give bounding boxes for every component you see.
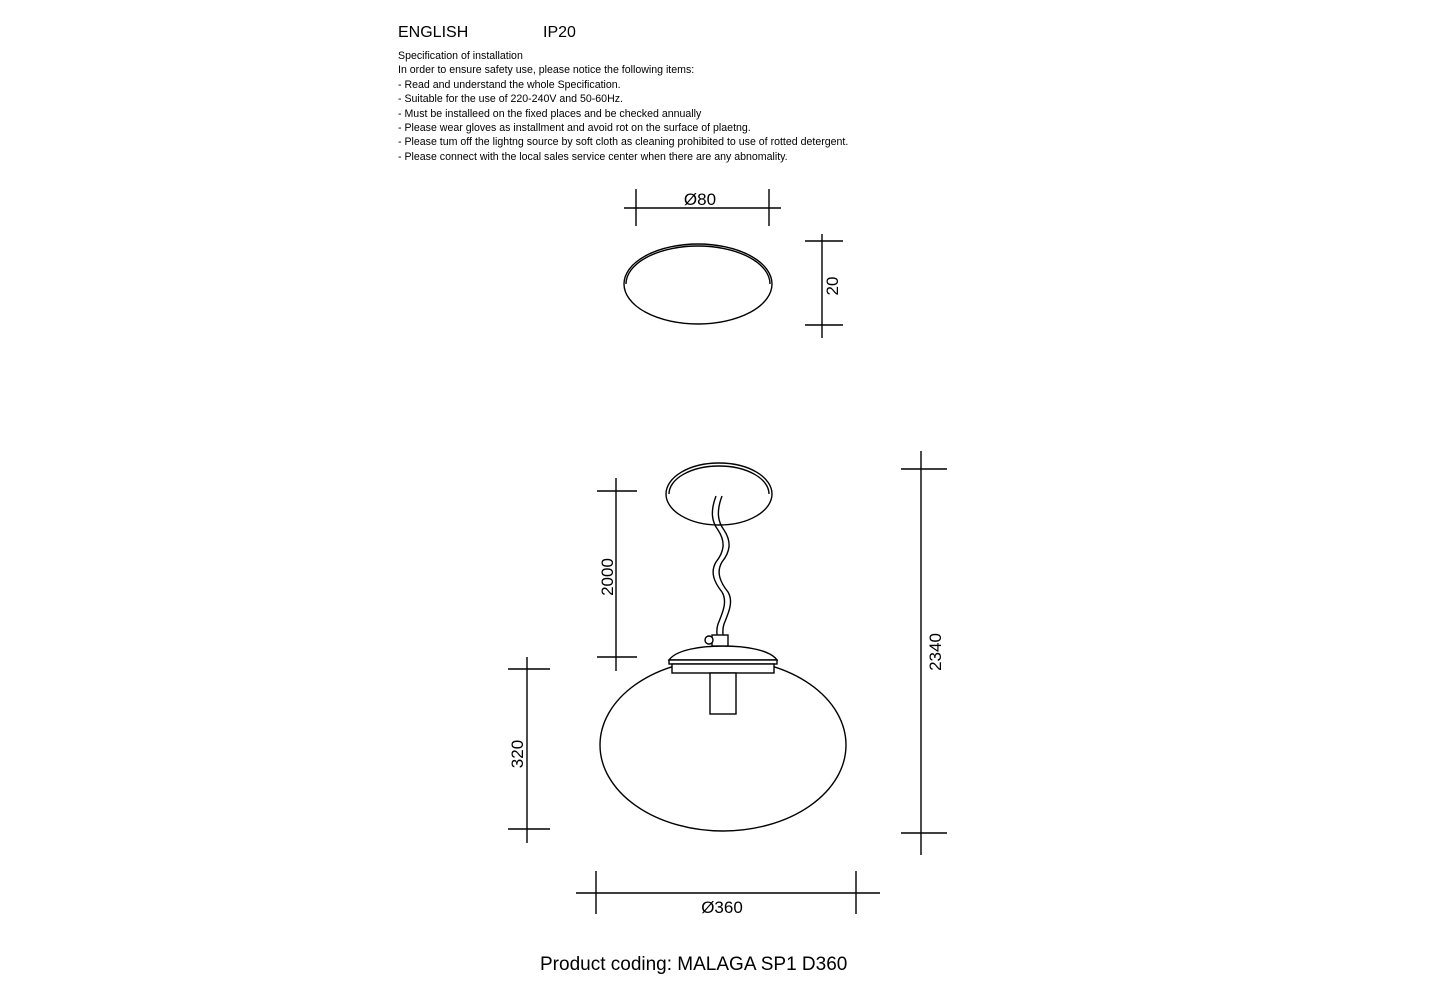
spec-item: - Suitable for the use of 220-240V and 50-60Hz. <box>398 93 623 106</box>
pendant-lamp-drawing <box>600 463 846 831</box>
spec-title: Specification of installation <box>398 50 523 62</box>
total-height-label: 2340 <box>926 633 945 671</box>
canopy-drawing <box>624 244 772 324</box>
product-coding: Product coding: MALAGA SP1 D360 <box>540 954 848 975</box>
shade-diameter-label: Ø360 <box>701 898 743 917</box>
spec-item: - Please tum off the lightng source by soft cloth as cleaning prohibited to use of rotted detergent. <box>398 136 849 149</box>
spec-item: - Read and understand the whole Specification. <box>398 78 621 91</box>
canopy-height-label: 20 <box>823 276 842 296</box>
canopy-diameter-label: Ø80 <box>683 190 717 209</box>
spec-item: - Please connect with the local sales service center when there are any abnomality. <box>398 150 788 163</box>
spec-intro: In order to ensure safety use, please notice the following items: <box>398 64 695 77</box>
language-label: ENGLISH <box>398 24 469 41</box>
cable-length-label: 2000 <box>598 558 617 596</box>
spec-item: - Must be installeed on the fixed places and be checked annually <box>398 107 702 120</box>
ip-rating-label: IP20 <box>543 24 576 41</box>
spec-item: - Please wear gloves as installment and avoid rot on the surface of plaetng. <box>398 122 751 135</box>
shade-height-label: 320 <box>508 739 527 769</box>
